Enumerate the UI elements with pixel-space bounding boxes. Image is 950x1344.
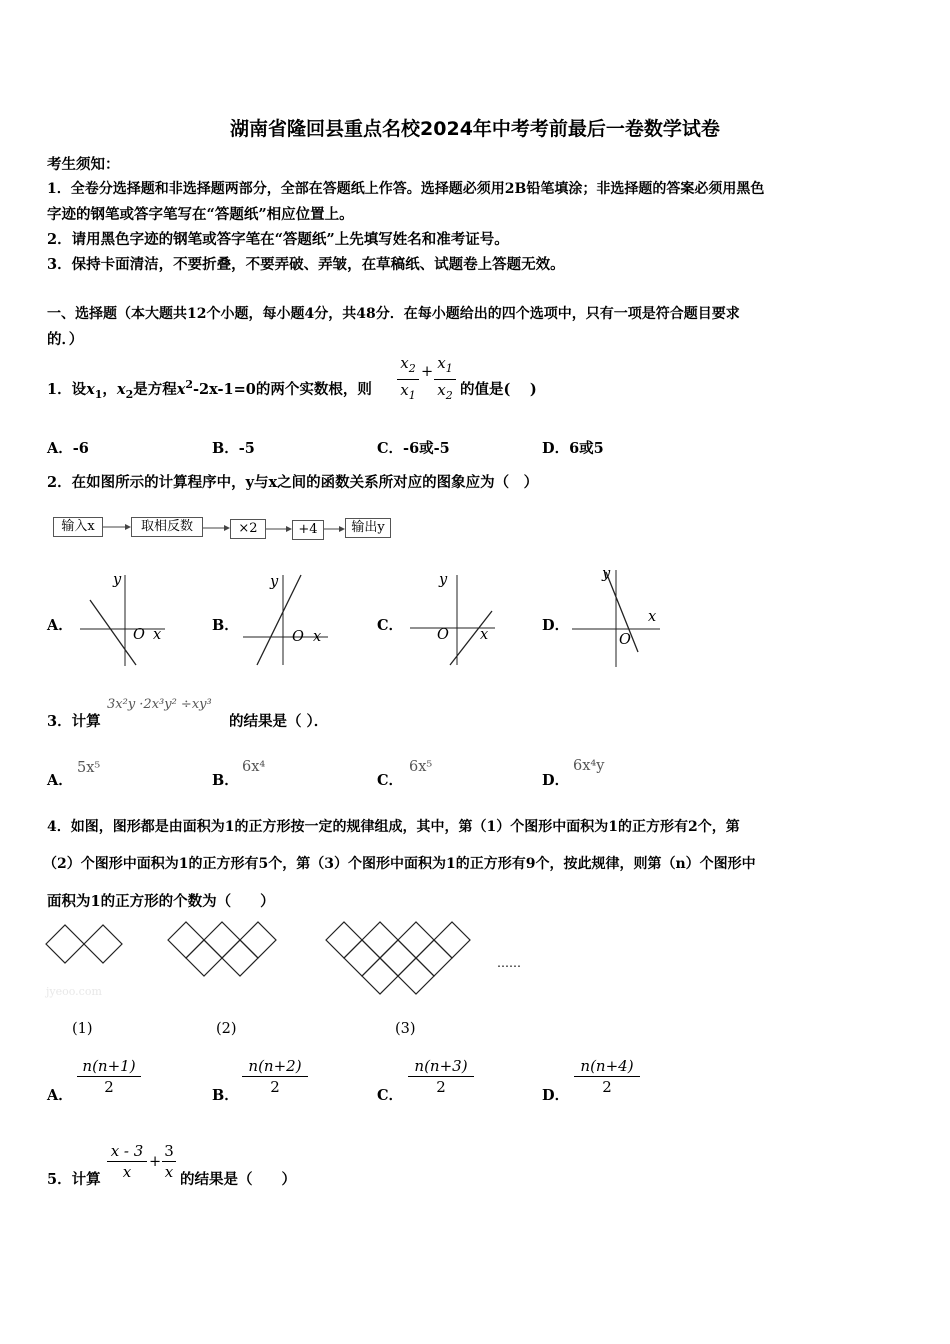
- question-5-prefix: 5．计算: [47, 1171, 101, 1188]
- q1-option-b[interactable]: B．-5: [212, 440, 255, 457]
- question-5-suffix: 的结果是（ ）: [180, 1171, 296, 1188]
- q3-option-c-label[interactable]: C．: [377, 772, 404, 789]
- question-4-line-2: （2）个图形中面积为1的正方形有5个，第（3）个图形中面积为1的正方形有9个，按此规律，则第（n）个图形中: [43, 856, 756, 872]
- q4-option-c-fraction: n(n+3) 2: [408, 1057, 474, 1096]
- q4-figure-3: [324, 920, 489, 1000]
- q2-graph-c-y: y: [439, 572, 448, 588]
- q3-expression: 3x²y ·2x³y² ÷xy³: [107, 697, 212, 712]
- notice-item-3: 3．保持卡面清洁，不要折叠，不要弄破、弄皱，在草稿纸、试题卷上答题无效。: [47, 256, 565, 273]
- q2-graph-c-o: O: [437, 627, 449, 643]
- q4-option-b-fraction: n(n+2) 2: [242, 1057, 308, 1096]
- q4-option-a-label[interactable]: A．: [47, 1087, 73, 1104]
- q2-graph-b-x: x: [313, 629, 322, 645]
- q5-plus: +: [149, 1154, 162, 1170]
- q2-option-b-label[interactable]: B．: [212, 617, 239, 634]
- question-2-stem: 2．在如图所示的计算程序中，y与x之间的函数关系所对应的图象应为（ ）: [47, 474, 539, 491]
- q3-option-b-value: 6x⁴: [242, 759, 266, 775]
- q4-option-d-fraction: n(n+4) 2: [574, 1057, 640, 1096]
- q1-option-d[interactable]: D．6或5: [542, 440, 604, 457]
- q4-figure-1: [46, 923, 126, 965]
- q2-graph-d-y: y: [602, 566, 611, 582]
- q3-option-d-value: 6x⁴y: [573, 758, 605, 774]
- question-4-line-3: 面积为1的正方形的个数为（ ）: [47, 893, 275, 910]
- q4-option-b-label[interactable]: B．: [212, 1087, 239, 1104]
- page-title: 湖南省隆回县重点名校2024年中考考前最后一卷数学试卷: [230, 118, 720, 140]
- q2-graph-d-x: x: [648, 609, 657, 625]
- notice-heading: 考生须知：: [47, 156, 120, 173]
- flow-input-box: 输入x: [53, 517, 103, 537]
- q2-graph-c-x: x: [480, 627, 489, 643]
- q2-graph-b-o: O: [292, 629, 304, 645]
- watermark: jyeoo.com: [46, 985, 102, 998]
- q2-graph-a[interactable]: [80, 573, 170, 668]
- q5-fraction-2: 3 x: [162, 1142, 176, 1181]
- q3-option-d-label[interactable]: D．: [542, 772, 570, 789]
- q2-option-d-label[interactable]: D．: [542, 617, 570, 634]
- question-3-prefix: 3．计算: [47, 713, 101, 730]
- q1-plus: +: [421, 364, 434, 380]
- notice-item-1a: 1．全卷分选择题和非选择题两部分，全部在答题纸上作答。选择题必须用2B铅笔填涂；非选择题的答案必须用黑色: [47, 181, 765, 197]
- question-4-line-1: 4．如图，图形都是由面积为1的正方形按一定的规律组成，其中，第（1）个图形中面积为1的正方形有2个，第: [47, 819, 740, 835]
- q4-ellipsis: ……: [497, 956, 521, 970]
- q1-fraction-2: $x_1$ $x_2$: [434, 354, 456, 405]
- q2-graph-b[interactable]: [243, 573, 333, 668]
- notice-item-2: 2．请用黑色字迹的钢笔或答字笔在“答题纸”上先填写姓名和准考证号。: [47, 231, 509, 248]
- q2-graph-a-x: x: [153, 627, 162, 643]
- flow-arrows: [0, 500, 950, 560]
- question-3-suffix: 的结果是（ ）．: [229, 713, 329, 730]
- q2-graph-c[interactable]: [410, 573, 500, 668]
- question-1-stem: 1．设$x_1$，$x_2$是方程$x^2-2x-1=0$的两个实数根，则: [47, 378, 372, 401]
- flow-times2-box: ×2: [230, 519, 266, 539]
- q1-suffix: 的值是( ): [460, 381, 537, 398]
- q2-graph-a-y: y: [113, 572, 122, 588]
- q4-option-a-fraction: n(n+1) 2: [77, 1057, 141, 1096]
- q2-option-a-label[interactable]: A．: [47, 617, 73, 634]
- q3-option-a-value: 5x⁵: [77, 760, 101, 776]
- q5-fraction-1: x - 3 x: [107, 1142, 147, 1181]
- q3-option-b-label[interactable]: B．: [212, 772, 239, 789]
- q1-option-c[interactable]: C．-6或-5: [377, 440, 450, 457]
- flow-plus4-box: +4: [292, 520, 324, 540]
- q4-option-c-label[interactable]: C．: [377, 1087, 404, 1104]
- q4-figure-1-label: (1): [72, 1021, 93, 1037]
- q2-graph-a-o: O: [133, 627, 145, 643]
- q3-option-c-value: 6x⁵: [409, 759, 433, 775]
- section-heading-a: 一、选择题（本大题共12个小题，每小题4分，共48分．在每小题给出的四个选项中，只有一项是符合题目要求: [47, 306, 740, 322]
- q2-graph-d-o: O: [619, 632, 631, 648]
- q2-option-c-label[interactable]: C．: [377, 617, 404, 634]
- q1-option-a[interactable]: A．-6: [47, 440, 89, 457]
- notice-item-1b: 字迹的钢笔或答字笔写在“答题纸”相应位置上。: [47, 206, 354, 223]
- q4-option-d-label[interactable]: D．: [542, 1087, 570, 1104]
- q4-figure-3-label: (3): [395, 1021, 416, 1037]
- q1-fraction-1: $x_2$ $x_1$: [397, 354, 419, 405]
- q3-option-a-label[interactable]: A．: [47, 772, 73, 789]
- q4-figure-2-label: (2): [216, 1021, 237, 1037]
- q4-figure-2: [166, 920, 291, 982]
- q2-graph-b-y: y: [270, 574, 279, 590]
- flow-negate-box: 取相反数: [131, 517, 203, 537]
- section-heading-b: 的．）: [47, 331, 84, 348]
- flow-output-box: 输出y: [345, 518, 391, 538]
